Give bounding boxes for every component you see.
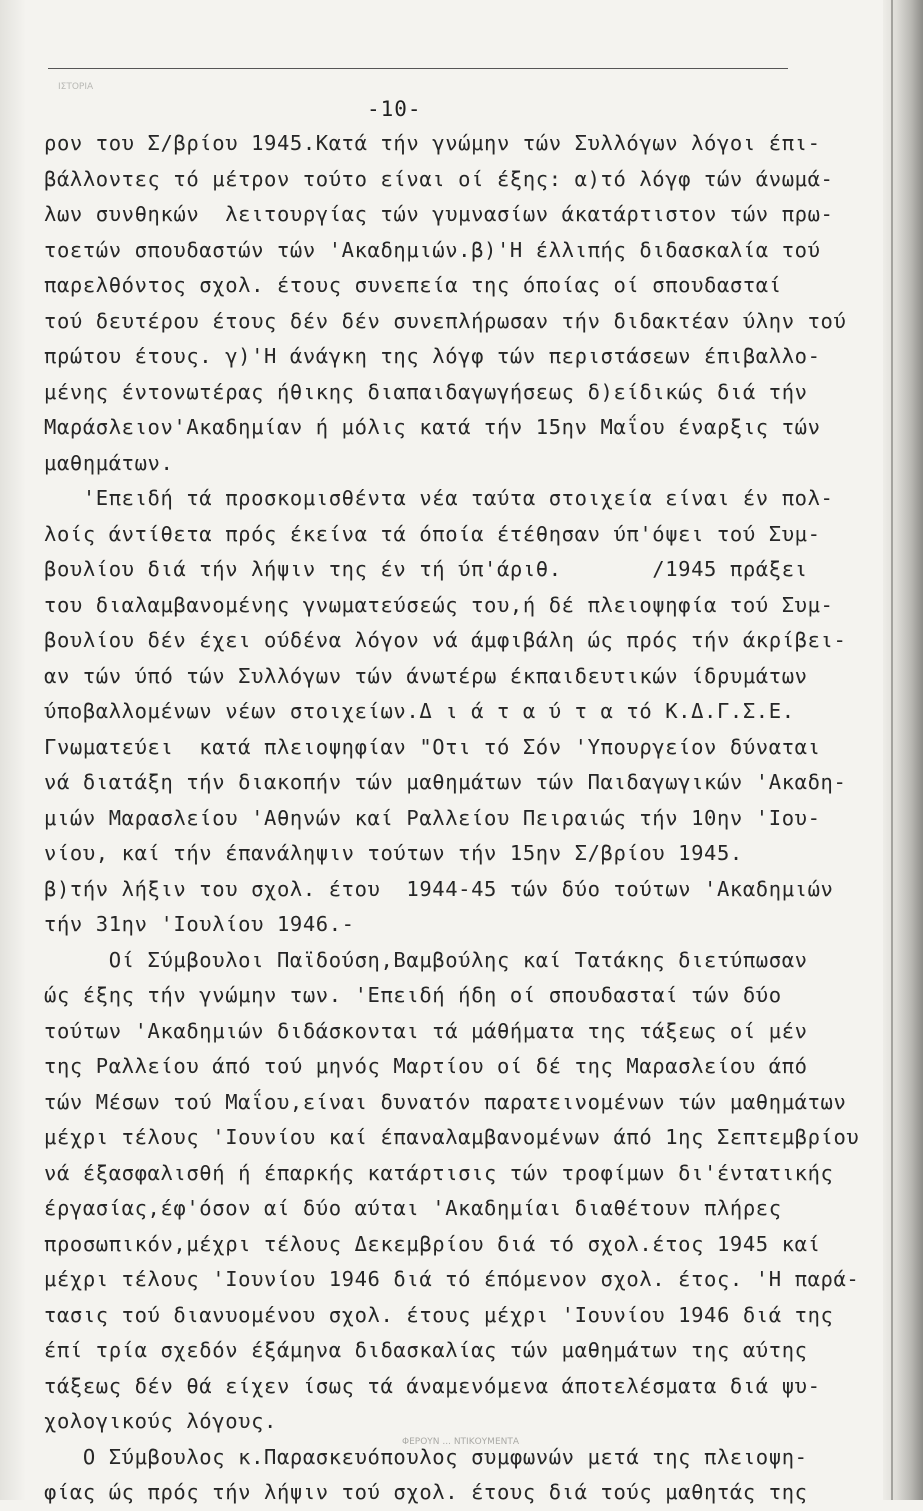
text-line: αν τών ύπό τών Συλλόγων τών άνωτέρω έκπαιδευτικών ίδρυμάτων	[44, 663, 808, 688]
footer-stamp: ΦΕΡΟΥΝ ... ΝΤΙΚΟΥΜΕΝΤΑ	[402, 1437, 520, 1447]
text-line: χολογικούς λόγους.	[44, 1409, 277, 1433]
archive-stamp: ΙΣΤΟΡΙΑ	[58, 82, 94, 92]
document-body	[44, 126, 884, 1511]
text-line: Γνωματεύει κατά πλειοψηφίαν "Οτι τό Σόν 'Υπουργείον δύναται	[44, 734, 821, 759]
text-line: τών Μέσων τού Μαΐου,είναι δυνατόν παρατεινομένων τών μαθημάτων	[44, 1089, 847, 1114]
text-line: μαθημάτων.	[44, 450, 174, 475]
text-line: λων συνθηκών λειτουργίας τών γυμνασίων άκατάρτιστον τών πρω-	[44, 202, 834, 226]
text-line: μέχρι τέλους 'Ιουνίου καί έπαναλαμβανομένων άπό 1ης Σεπτεμβρίου	[44, 1125, 860, 1149]
text-line: τού δευτέρου έτους δέν δέν συνεπλήρωσαν τήν διδακτέαν ύλην τού	[44, 308, 847, 333]
scan-binding-line	[891, 0, 893, 1500]
text-line: νίου, καί τήν έπανάληψιν τούτων τήν 15ην Σ/βρίου 1945.	[44, 841, 743, 865]
text-line: Ο Σύμβουλος κ.Παρασκευόπουλος συμφωνών μετά της πλειοψη-	[44, 1444, 808, 1469]
text-line: φίας ώς πρός τήν λήψιν τού σχολ. έτους διά τούς μαθητάς της	[44, 1480, 808, 1504]
text-line: β)τήν λήξιν του σχολ. έτου 1944-45 τών δύο τούτων 'Ακαδημιών	[44, 876, 834, 901]
text-line: μιών Μαρασλείου 'Αθηνών καί Ραλλείου Πειραιώς τήν 10ην 'Ιου-	[44, 805, 821, 830]
top-rule	[48, 68, 788, 69]
text-line: Οί Σύμβουλοι Παϊδούση,Βαμβούλης καί Τατάκης διετύπωσαν	[44, 947, 808, 972]
text-line: μέχρι τέλους 'Ιουνίου 1946 διά τό έπόμενον σχολ. έτος. 'Η παρά-	[44, 1267, 860, 1291]
text-line: μένης έντονωτέρας ήθικης διαπαιδαγωγήσεως δ)είδικώς διά τήν	[44, 379, 808, 404]
text-line: νά διατάξη τήν διακοπήν τών μαθημάτων τών Παιδαγωγικών 'Ακαδη-	[44, 770, 847, 794]
text-line: της Ραλλείου άπό τού μηνός Μαρτίου οί δέ της Μαρασλείου άπό	[44, 1054, 808, 1078]
text-line: Μαράσλειον'Ακαδημίαν ή μόλις κατά τήν 15ην Μαΐου έναρξις τών	[44, 415, 821, 439]
text-line: έπί τρία σχεδόν έξάμηνα διδασκαλίας τών μαθημάτων της αύτης	[44, 1338, 808, 1362]
text-line: βουλίου δέν έχει ούδένα λόγον νά άμφιβάλη ώς πρός τήν άκρίβει-	[44, 628, 847, 652]
text-line: παρελθόντος σχολ. έτους συνεπεία της όποίας οί σπουδασταί	[44, 273, 782, 297]
scan-left-edge	[0, 0, 26, 1500]
text-line: λοίς άντίθετα πρός έκείνα τά όποία έτέθησαν ύπ'όψει τού Συμ-	[44, 521, 821, 546]
text-line: προσωπικόν,μέχρι τέλους Δεκεμβρίου διά τό σχολ.έτος 1945 καί	[44, 1231, 821, 1256]
text-line: έργασίας,έφ'όσον αί δύο αύται 'Ακαδημίαι διαθέτουν πλήρες	[44, 1196, 782, 1220]
text-line: τασις τού διανυομένου σχολ. έτους μέχρι 'Ιουνίου 1946 διά της	[44, 1302, 834, 1327]
text-line: πρώτου έτους. γ)'Η άνάγκη της λόγφ τών περιστάσεων έπιβαλλο-	[44, 344, 821, 368]
scan-right-edge	[883, 0, 923, 1500]
text-line: τάξεως δέν θά είχεν ίσως τά άναμενόμενα άποτελέσματα διά ψυ-	[44, 1373, 821, 1398]
text-line: ώς έξης τήν γνώμην των. 'Επειδή ήδη οί σπουδασταί τών δύο	[44, 983, 782, 1007]
page-number: -10-	[367, 97, 422, 121]
text-line: νά έξασφαλισθή ή έπαρκής κατάρτισις τών τροφίμων δι'έντατικής	[44, 1160, 834, 1185]
text-line: ύποβαλλομένων νέων στοιχείων.Δ ι ά τ α ύ τ α τό Κ.Δ.Γ.Σ.Ε.	[44, 699, 795, 723]
text-line: βουλίου διά τήν λήψιν της έν τή ύπ'άριθ. /1945 πράξει	[44, 557, 808, 581]
text-line: τήν 31ην 'Ιουλίου 1946.-	[44, 912, 355, 936]
text-line: βάλλοντες τό μέτρον τούτο είναι οί έξης: α)τό λόγφ τών άνωμά-	[44, 166, 834, 191]
text-line: τοετών σπουδαστών τών 'Ακαδημιών.β)'Η έλλιπής διδασκαλία τού	[44, 237, 821, 262]
text-line: του διαλαμβανομένης γνωματεύσεώς του,ή δέ πλειοψηφία τού Συμ-	[44, 592, 834, 617]
text-line: τούτων 'Ακαδημιών διδάσκονται τά μάθήματα της τάξεως οί μέν	[44, 1018, 808, 1043]
text-line: 'Επειδή τά προσκομισθέντα νέα ταύτα στοιχεία είναι έν πολ-	[44, 486, 834, 510]
text-line: ρον του Σ/βρίου 1945.Κατά τήν γνώμην τών Συλλόγων λόγοι έπι-	[44, 131, 821, 155]
